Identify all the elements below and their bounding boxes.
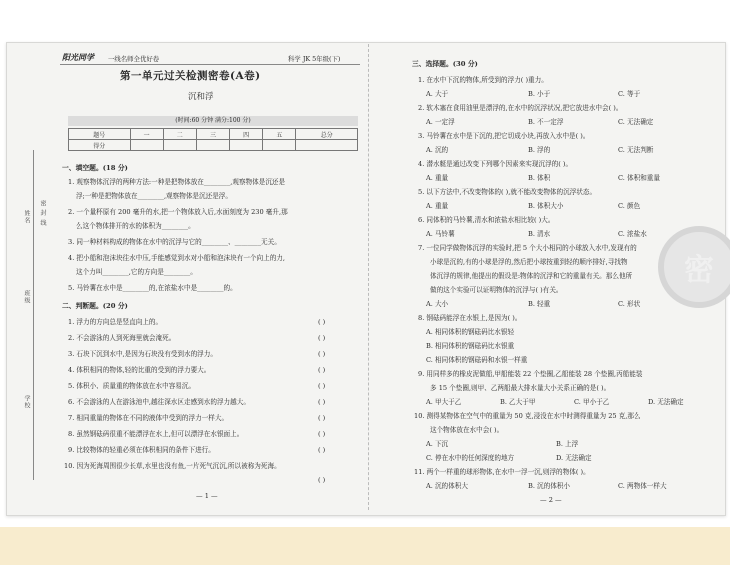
option[interactable]: C. 颜色 xyxy=(618,202,641,210)
binding-school: 学校 xyxy=(23,395,30,409)
answer-blank[interactable]: ( ) xyxy=(318,366,326,374)
answer-blank[interactable]: ( ) xyxy=(318,334,326,342)
option[interactable]: C. 无法确定 xyxy=(618,118,654,126)
fill-line: 1. 观察物体沉浮的两种方法:一种是把物体放在________,观察物体是沉还是 xyxy=(68,178,286,186)
option[interactable]: B. 沉的体积小 xyxy=(528,482,571,490)
answer-blank[interactable]: ( ) xyxy=(318,318,326,326)
option[interactable]: A. 沉的 xyxy=(426,146,449,154)
cell: 二 xyxy=(163,129,196,140)
judge-item: 9. 比较物体的轻重必须在体积相同的条件下进行。 xyxy=(68,446,215,454)
judge-item: 2. 不会游泳的人到死海里就会淹死。 xyxy=(68,334,176,342)
judge-item: 3. 石块下沉到水中,是因为石块没有受到水的浮力。 xyxy=(68,350,217,358)
score-table xyxy=(68,128,358,151)
question-stem: 11. 两个一样重的球形物体,在水中一浮一沉,则浮的物体( )。 xyxy=(414,468,590,476)
brand-tagline: 一线名师全优好卷 xyxy=(108,55,160,63)
option[interactable]: B. 不一定浮 xyxy=(528,118,564,126)
time-score-line: (时间:60 分钟 满分:100 分) xyxy=(68,116,358,126)
cell: 总分 xyxy=(296,129,358,140)
option[interactable]: C. 停在水中的任何深度的地方 xyxy=(426,454,515,462)
question-stem: 6. 同体积的马铃薯,清水和浓盐水相比较( )大。 xyxy=(418,216,555,224)
score-cell[interactable] xyxy=(130,140,163,151)
fill-line: 么这个物体排开的水的体积为________。 xyxy=(76,222,195,230)
question-stem: 小球是沉的,有的小球是浮的,然后把小球按重到轻的顺序排好,寻找物 xyxy=(430,258,628,266)
question-stem: 2. 软木塞在食用油里是漂浮的,在水中的沉浮状况,把它放进水中会( )。 xyxy=(418,104,623,112)
option[interactable]: A. 沉的体积大 xyxy=(426,482,468,490)
option[interactable]: A. 相同体积的钢砝码比水银轻 xyxy=(426,328,515,336)
option[interactable]: C. 甲小于乙 xyxy=(574,398,610,406)
option[interactable]: B. 相同体积的钢砝码比水银重 xyxy=(426,342,515,350)
cell: 三 xyxy=(196,129,229,140)
judge-item: 10. 因为死海周围很少长草,水里也没有鱼,一片死气沉沉,所以被称为死海。 xyxy=(64,462,281,470)
cell: 一 xyxy=(130,129,163,140)
answer-blank[interactable]: ( ) xyxy=(318,430,326,438)
option[interactable]: B. 小于 xyxy=(528,90,551,98)
option[interactable]: A. 重量 xyxy=(426,174,449,182)
judge-item: 6. 不会游泳的人在游泳池中,越往深水区走感到水的浮力越大。 xyxy=(68,398,250,406)
option[interactable]: C. 形状 xyxy=(618,300,641,308)
option[interactable]: A. 马铃薯 xyxy=(426,230,455,238)
fill-line: 2. 一个量杯原有 200 毫升的水,把一个物体放入后,水面刻度为 230 毫升,那 xyxy=(68,208,288,216)
option[interactable]: A. 下沉 xyxy=(426,440,449,448)
answer-blank[interactable]: ( ) xyxy=(318,350,326,358)
binding-line xyxy=(33,150,34,480)
question-stem: 5. 以下方法中,不改变物体的( ),就不能改变物体的沉浮状态。 xyxy=(418,188,597,196)
option[interactable]: C. 等于 xyxy=(618,90,641,98)
section2-heading: 二、判断题。(20 分) xyxy=(62,302,128,310)
question-stem: 1. 在水中下沉的物体,所受到的浮力( )重力。 xyxy=(418,76,548,84)
score-table-header-row xyxy=(69,129,358,140)
header-divider xyxy=(60,64,360,65)
score-table-score-row xyxy=(69,140,358,151)
paper-title: 第一单元过关检测密卷(A卷) xyxy=(120,70,261,82)
option[interactable]: B. 上浮 xyxy=(556,440,579,448)
answer-blank[interactable]: ( ) xyxy=(318,382,326,390)
option[interactable]: C. 相同体积的钢砝码和水银一样重 xyxy=(426,356,528,364)
option[interactable]: C. 体积和重量 xyxy=(618,174,660,182)
binding-class: 班级 xyxy=(23,290,30,304)
score-cell[interactable] xyxy=(230,140,263,151)
option[interactable]: B. 乙大于甲 xyxy=(500,398,536,406)
answer-blank[interactable]: ( ) xyxy=(318,398,326,406)
judge-item: 7. 相同重量的物体在不同的液体中受到的浮力一样大。 xyxy=(68,414,229,422)
binding-seal: 密 封 线 xyxy=(39,200,46,227)
answer-blank[interactable]: ( ) xyxy=(318,414,326,422)
answer-blank[interactable]: ( ) xyxy=(318,476,326,484)
question-stem: 做的这个实验可以证明物体的沉浮与( )有关。 xyxy=(430,286,563,294)
cell: 题号 xyxy=(69,129,131,140)
score-cell[interactable] xyxy=(296,140,358,151)
question-stem: 7. 一位同学做物体沉浮的实验时,把 5 个大小相同的小球放入水中,发现有的 xyxy=(418,244,637,252)
judge-item: 1. 浮力的方向总是竖直向上的。 xyxy=(68,318,163,326)
option[interactable]: B. 轻重 xyxy=(528,300,551,308)
fill-line: 浮;一种是把物体放在________,观察物体是沉还是浮。 xyxy=(76,192,232,200)
question-stem: 8. 钢砝码能浮在水银上,是因为( )。 xyxy=(418,314,522,322)
paper-subtitle: 沉和浮 xyxy=(188,92,214,102)
option[interactable]: C. 两物体一样大 xyxy=(618,482,667,490)
question-stem: 10. 测得某物体在空气中的重量为 50 克,浸没在水中时测得重量为 25 克,那么 xyxy=(414,412,641,420)
cell: 四 xyxy=(230,129,263,140)
cell: 得分 xyxy=(69,140,131,151)
cell: 五 xyxy=(263,129,296,140)
option[interactable]: B. 体积大小 xyxy=(528,202,564,210)
page-fold xyxy=(368,44,369,510)
section3-heading: 三、选择题。(30 分) xyxy=(412,60,478,68)
option[interactable]: B. 清水 xyxy=(528,230,551,238)
answer-blank[interactable]: ( ) xyxy=(318,446,326,454)
option[interactable]: A. 一定浮 xyxy=(426,118,455,126)
option[interactable]: C. 浓盐水 xyxy=(618,230,647,238)
score-cell[interactable] xyxy=(163,140,196,151)
page-number-2: — 2 — xyxy=(540,496,562,504)
fill-line: 这个力叫________,它的方向是________。 xyxy=(76,268,197,276)
question-stem: 9. 用同样多的橡皮泥做船,甲船能装 22 个垫圈,乙船能装 28 个垫圈,丙船能装 xyxy=(418,370,643,378)
option[interactable]: A. 重量 xyxy=(426,202,449,210)
binding-name: 姓名 xyxy=(23,210,30,224)
question-stem: 3. 马铃薯在水中是下沉的,把它切成小块,再放入水中是( )。 xyxy=(418,132,590,140)
question-stem: 4. 潜水艇是通过改变下列哪个因素来实现沉浮的( )。 xyxy=(418,160,573,168)
question-stem: 体沉浮的规律,他提出的假设是:物体的沉浮和它的重量有关。那么他所 xyxy=(430,272,633,280)
option[interactable]: A. 大小 xyxy=(426,300,449,308)
bottom-band xyxy=(0,527,730,565)
seal-stamp-char: 密 xyxy=(684,253,714,288)
question-stem: 这个物体放在水中会( )。 xyxy=(430,426,504,434)
question-stem: 多 15 个垫圈,则甲、乙两船最大排水量大小关系正确的是( )。 xyxy=(430,384,611,392)
judge-item: 4. 体积相同的物体,轻的比重的受到的浮力要大。 xyxy=(68,366,211,374)
seal-stamp xyxy=(658,226,730,308)
option[interactable]: D. 无法确定 xyxy=(556,454,592,462)
judge-item: 8. 虽然钢砝码很重不能漂浮在水上,但可以漂浮在水银面上。 xyxy=(68,430,244,438)
option[interactable]: B. 浮的 xyxy=(528,146,551,154)
fill-line: 3. 同一种材料构成的物体在水中的沉浮与它的________、________无关。 xyxy=(68,238,281,246)
fill-line: 5. 马铃薯在水中是________的,在浓盐水中是________的。 xyxy=(68,284,237,292)
subject-meta: 科学 JK 5年级(下) xyxy=(288,55,341,63)
option[interactable]: C. 无法判断 xyxy=(618,146,654,154)
page-number-1: — 1 — xyxy=(196,492,218,500)
option[interactable]: D. 无法确定 xyxy=(648,398,684,406)
score-cell[interactable] xyxy=(263,140,296,151)
judge-item: 5. 体积小、质量重的物体放在水中容易沉。 xyxy=(68,382,196,390)
option[interactable]: A. 甲大于乙 xyxy=(426,398,462,406)
option[interactable]: B. 体积 xyxy=(528,174,551,182)
option[interactable]: A. 大于 xyxy=(426,90,449,98)
section1-heading: 一、填空题。(18 分) xyxy=(62,164,128,172)
brand-logo: 阳光同学 xyxy=(62,53,94,62)
fill-line: 4. 把小船和泡沫块往水中压,手能感觉到水对小船和泡沫块有一个向上的力, xyxy=(68,254,285,262)
score-cell[interactable] xyxy=(196,140,229,151)
